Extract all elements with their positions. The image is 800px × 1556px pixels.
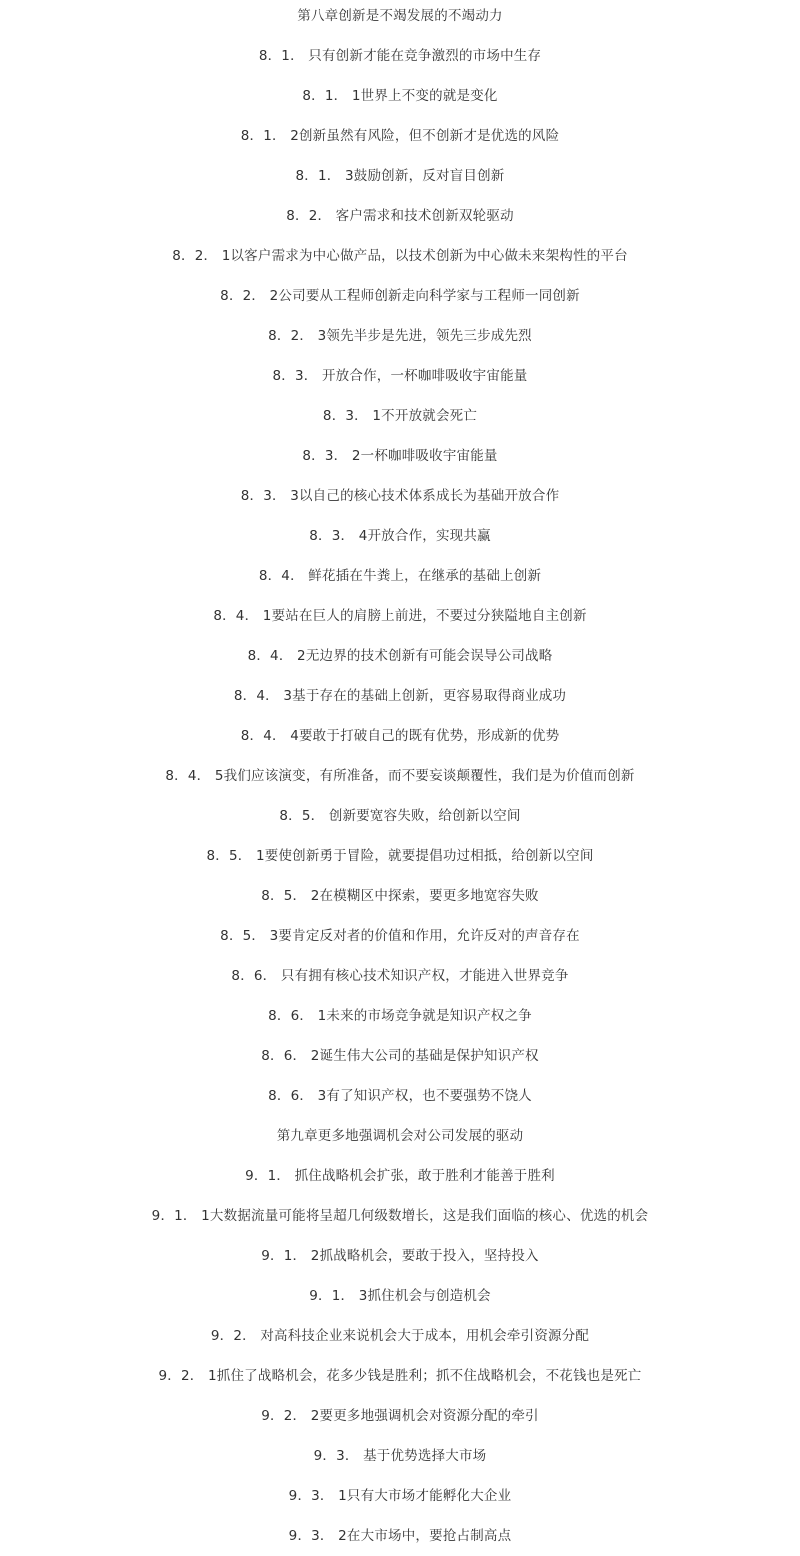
toc-entry-link[interactable]: 8．1． 1世界上不变的就是变化	[302, 88, 498, 104]
toc-entry	[0, 436, 800, 476]
toc-entry	[0, 1356, 800, 1396]
toc-entry	[0, 356, 800, 396]
toc-entry-link[interactable]: 8．5． 1要使创新勇于冒险，就要提倡功过相抵，给创新以空间	[206, 848, 594, 864]
toc-entry	[0, 1116, 800, 1156]
toc-entry-link[interactable]: 8．3． 4开放合作，实现共赢	[309, 528, 491, 544]
toc-entry-link[interactable]: 9．3． 1只有大市场才能孵化大企业	[288, 1488, 512, 1504]
toc-entry-link[interactable]: 8．4． 5我们应该演变，有所准备，而不要妄谈颠覆性，我们是为价值而创新	[165, 768, 635, 784]
toc-entry-link[interactable]: 8．3． 3以自己的核心技术体系成长为基础开放合作	[240, 488, 560, 504]
toc-entry	[0, 1236, 800, 1276]
toc-entry-link[interactable]: 9．3． 2在大市场中，要抢占制高点	[288, 1528, 512, 1544]
toc-entry	[0, 236, 800, 276]
toc-entry	[0, 676, 800, 716]
toc-entry	[0, 636, 800, 676]
toc-entry	[0, 876, 800, 916]
toc-entry	[0, 316, 800, 356]
toc-entry	[0, 396, 800, 436]
toc-entry	[0, 1396, 800, 1436]
toc-entry	[0, 836, 800, 876]
toc-entry	[0, 36, 800, 76]
toc-entry-link[interactable]: 8．3． 开放合作，一杯咖啡吸收宇宙能量	[272, 368, 528, 384]
toc-entry-link[interactable]: 8．2． 3领先半步是先进，领先三步成先烈	[268, 328, 532, 344]
toc-entry-link[interactable]: 8．4． 鲜花插在牛粪上，在继承的基础上创新	[258, 568, 542, 584]
toc-entry	[0, 956, 800, 996]
toc-entry-link[interactable]: 8．6． 2诞生伟大公司的基础是保护知识产权	[261, 1048, 539, 1064]
toc-entry-link[interactable]: 8．2． 客户需求和技术创新双轮驱动	[286, 208, 514, 224]
toc-entry-link[interactable]: 8．2． 1以客户需求为中心做产品，以技术创新为中心做未来架构性的平台	[172, 248, 628, 264]
toc-entry	[0, 796, 800, 836]
toc-entry-link[interactable]: 8．1． 只有创新才能在竞争激烈的市场中生存	[258, 48, 542, 64]
toc-entry	[0, 756, 800, 796]
toc-entry-link[interactable]: 第九章更多地强调机会对公司发展的驱动	[276, 1128, 524, 1144]
toc-entry-link[interactable]: 9．2． 1抓住了战略机会，花多少钱是胜利；抓不住战略机会，不花钱也是死亡	[158, 1368, 642, 1384]
toc-entry-link[interactable]: 9．1． 2抓战略机会，要敢于投入，坚持投入	[261, 1248, 539, 1264]
toc-entry	[0, 156, 800, 196]
toc-entry-link[interactable]: 8．1． 2创新虽然有风险，但不创新才是优选的风险	[240, 128, 560, 144]
toc-entry-link[interactable]: 9．1． 1大数据流量可能将呈超几何级数增长，这是我们面临的核心、优选的机会	[151, 1208, 649, 1224]
toc-entry-link[interactable]: 8．5． 2在模糊区中探索，要更多地宽容失败	[261, 888, 539, 904]
toc-entry	[0, 716, 800, 756]
toc-entry	[0, 476, 800, 516]
toc-entry-link[interactable]: 8．3． 1不开放就会死亡	[322, 408, 478, 424]
toc-entry-link[interactable]: 8．4． 3基于存在的基础上创新，更容易取得商业成功	[233, 688, 567, 704]
toc-entry	[0, 516, 800, 556]
toc-entry	[0, 1196, 800, 1236]
toc-entry	[0, 76, 800, 116]
toc-entry-link[interactable]: 8．4． 1要站在巨人的肩膀上前进，不要过分狭隘地自主创新	[213, 608, 587, 624]
toc-entry	[0, 1316, 800, 1356]
toc-entry-link[interactable]: 9．2． 对高科技企业来说机会大于成本，用机会牵引资源分配	[210, 1328, 590, 1344]
toc-entry-link[interactable]: 8．6． 3有了知识产权，也不要强势不饶人	[268, 1088, 532, 1104]
toc-entry	[0, 916, 800, 956]
toc-entry-link[interactable]: 9．3． 基于优势选择大市场	[313, 1448, 487, 1464]
toc-entry-link[interactable]: 8．5． 创新要宽容失败，给创新以空间	[279, 808, 521, 824]
toc-entry-link[interactable]: 8．2． 2公司要从工程师创新走向科学家与工程师一同创新	[220, 288, 580, 304]
toc-entry-link[interactable]: 8．1． 3鼓励创新，反对盲目创新	[295, 168, 505, 184]
toc-entry	[0, 1436, 800, 1476]
toc-entry	[0, 1476, 800, 1516]
toc-entry-link[interactable]: 9．2． 2要更多地强调机会对资源分配的牵引	[261, 1408, 539, 1424]
toc-entry	[0, 556, 800, 596]
toc-entry	[0, 596, 800, 636]
toc-entry	[0, 1516, 800, 1556]
toc-entry-link[interactable]: 9．1． 3抓住机会与创造机会	[309, 1288, 491, 1304]
toc-entry-link[interactable]: 8．6． 只有拥有核心技术知识产权，才能进入世界竞争	[231, 968, 569, 984]
toc-entry-link[interactable]: 8．6． 1未来的市场竞争就是知识产权之争	[268, 1008, 532, 1024]
toc-entry-link[interactable]: 9．1． 抓住战略机会扩张，敢于胜利才能善于胜利	[245, 1168, 555, 1184]
toc-entry-link[interactable]: 8．4． 4要敢于打破自己的既有优势，形成新的优势	[240, 728, 560, 744]
toc-entry	[0, 1076, 800, 1116]
toc-entry-link[interactable]: 8．5． 3要肯定反对者的价值和作用，允许反对的声音存在	[220, 928, 580, 944]
toc-entry	[0, 1276, 800, 1316]
toc-entry-link[interactable]: 8．3． 2一杯咖啡吸收宇宙能量	[302, 448, 498, 464]
toc-entry-link[interactable]: 8．4． 2无边界的技术创新有可能会误导公司战略	[247, 648, 553, 664]
toc-entry	[0, 1036, 800, 1076]
toc-entry	[0, 276, 800, 316]
toc-entry	[0, 116, 800, 156]
toc-entry-link[interactable]: 第八章创新是不竭发展的不竭动力	[297, 8, 503, 24]
toc-entry	[0, 1156, 800, 1196]
toc-entry	[0, 996, 800, 1036]
toc-entry	[0, 0, 800, 36]
toc-entry	[0, 196, 800, 236]
